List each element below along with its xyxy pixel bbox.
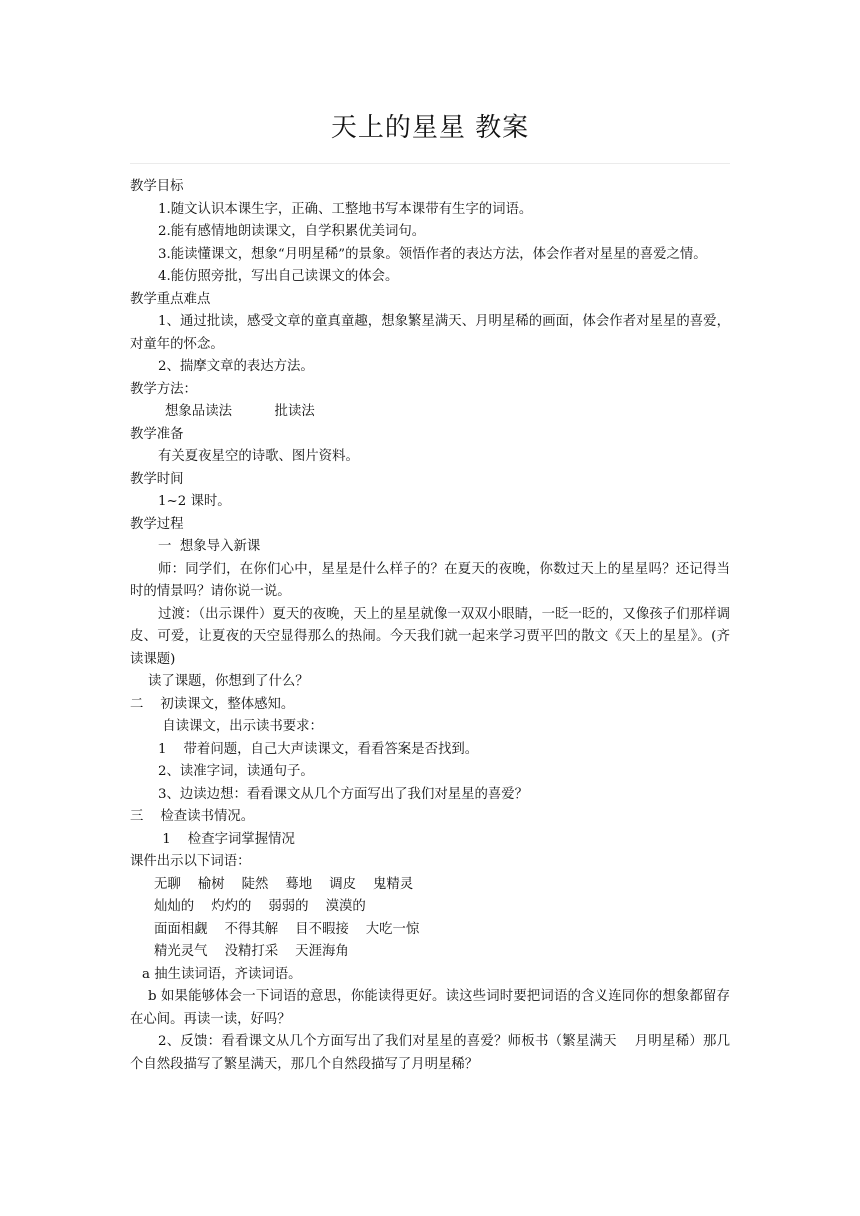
paragraph: 灿灿的 灼灼的 弱弱的 漠漠的	[154, 899, 366, 914]
paragraph: 4.能仿照旁批，写出自己读课文的体会。	[158, 269, 399, 284]
paragraph: 精光灵气 没精打采 天涯海角	[154, 944, 349, 959]
paragraph: 3、边读边想：看看课文从几个方面写出了我们对星星的喜爱？	[158, 786, 529, 802]
paragraph: 教学目标	[130, 179, 184, 194]
paragraph: 教学重点难点	[130, 291, 211, 307]
paragraph: 课件出示以下词语：	[130, 854, 251, 869]
paragraph: 3.能读懂课文，想象“月明星稀”的景象。领悟作者的表达方法，体会作者对星星的喜爱之情。	[158, 246, 707, 262]
document-title: 天上的星星 教案	[330, 113, 530, 143]
paragraph: 想象品读法 批读法	[148, 404, 315, 419]
paragraph: 2.能有感情地朗读课文，自学积累优美词句。	[158, 224, 426, 239]
paragraph: 2、揣摩文章的表达方法。	[158, 359, 314, 374]
paragraph: 三 检查读书情况。	[130, 809, 255, 824]
paragraph: 1 检查字词掌握情况	[158, 831, 295, 847]
title-divider	[130, 163, 730, 164]
paragraph: a 抽生读词语，齐读词语。	[142, 966, 302, 982]
paragraph: 1~2 课时。	[158, 494, 231, 509]
paragraph: 2、读准字词，读通句子。	[158, 764, 314, 779]
paragraph: b 如果能够体会一下词语的意思，你能读得更好。读这些词时要把词语的含义连同你的想象都留存在心间。再读一读，好吗？	[130, 989, 730, 1027]
paragraph: 2、反馈：看看课文从几个方面写出了我们对星星的喜爱？师板书（繁星满天 月明星稀）那几个自然段描写了繁星满天，那几个自然段描写了月明星稀？	[130, 1034, 730, 1072]
paragraph: 自读课文，出示读书要求：	[158, 719, 323, 734]
paragraph: 无聊 榆树 陡然 蓦地 调皮 鬼精灵	[154, 876, 414, 892]
paragraph: 教学方法：	[130, 381, 197, 397]
paragraph: 1、通过批读，感受文章的童真童趣，想象繁星满天、月明星稀的画面，体会作者对星星的喜爱，对童年的怀念。	[130, 314, 730, 352]
paragraph: 师：同学们，在你们心中，星星是什么样子的？在夏天的夜晚，你数过天上的星星吗？还记得当时的情景吗？请你说一说。	[130, 561, 730, 599]
paragraph: 读了课题，你想到了什么？	[148, 674, 309, 689]
paragraph: 面面相觑 不得其解 目不暇接 大吃一惊	[154, 921, 420, 937]
paragraph: 1 带着问题，自己大声读课文，看看答案是否找到。	[158, 741, 479, 757]
paragraph: 二 初读课文，整体感知。	[130, 696, 295, 712]
paragraph: 教学过程	[130, 516, 184, 532]
paragraph: 过渡：（出示课件）夏天的夜晚，天上的星星就像一双双小眼睛，一眨一眨的，又像孩子们那样调皮、可爱，让夏夜的天空显得那么的热闹。今天我们就一起来学习贾平凹的散文《天上的星星》。(齐读课题)	[130, 606, 730, 667]
document-body	[130, 176, 730, 1076]
paragraph: 教学准备	[130, 426, 184, 442]
paragraph: 教学时间	[130, 471, 184, 487]
paragraph: 有关夏夜星空的诗歌、图片资料。	[158, 449, 359, 464]
paragraph: 1.随文认识本课生字，正确、工整地书写本课带有生字的词语。	[158, 201, 533, 217]
paragraph: 一 想象导入新课	[158, 539, 261, 554]
